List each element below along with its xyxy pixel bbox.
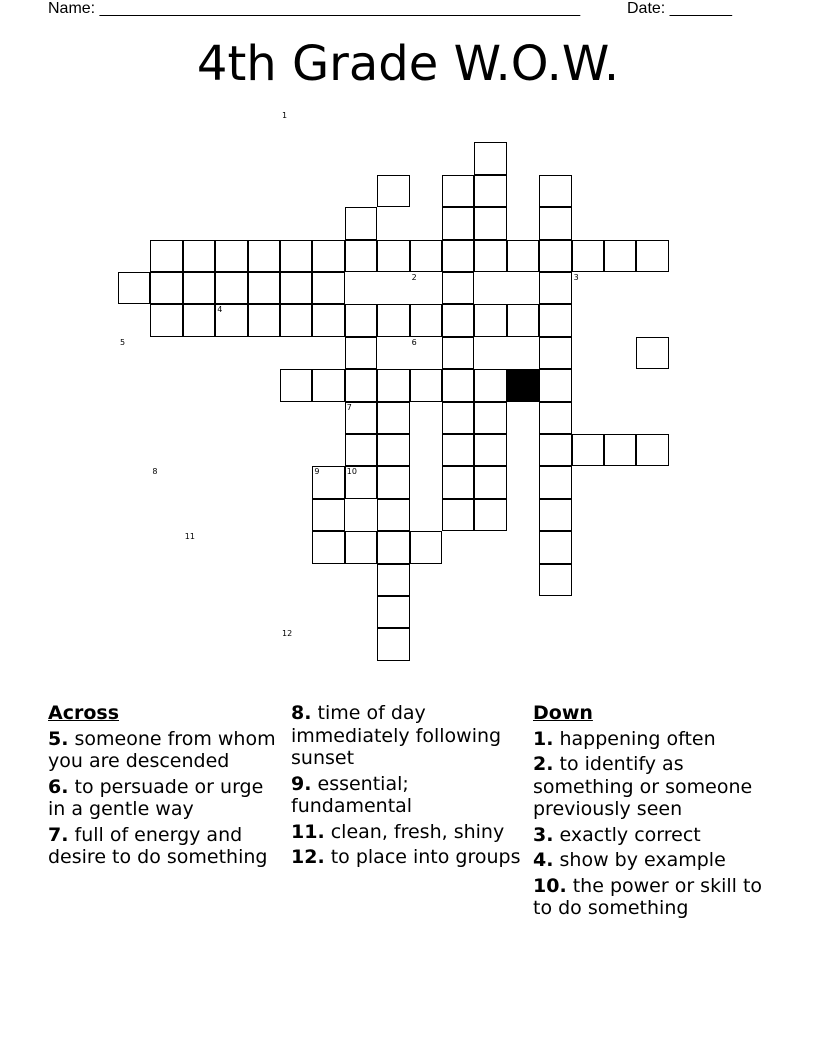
across-clue [48, 776, 278, 821]
grid-cell[interactable] [442, 466, 474, 498]
grid-cell[interactable] [539, 337, 571, 369]
clue-text: to identify as something or someone previously seen [533, 753, 753, 820]
clue-number-label: 8 [152, 467, 158, 477]
grid-cell[interactable] [410, 369, 442, 401]
grid-cell[interactable] [539, 434, 571, 466]
clue-text: show by example [559, 849, 726, 871]
grid-cell[interactable] [150, 304, 182, 336]
clue-number-label: 9 [314, 467, 320, 477]
grid-cell[interactable] [377, 466, 409, 498]
black-cell [507, 369, 539, 401]
clue-number: 6. [48, 775, 69, 798]
grid-cell[interactable] [183, 272, 215, 304]
grid-cell[interactable] [636, 240, 668, 272]
grid-cell[interactable] [312, 531, 344, 563]
grid-cell[interactable] [312, 304, 344, 336]
grid-cell[interactable] [377, 175, 409, 207]
grid-cell[interactable] [604, 434, 636, 466]
grid-cell[interactable] [345, 304, 377, 336]
grid-cell[interactable] [539, 499, 571, 531]
grid-cell[interactable] [377, 596, 409, 628]
clue-text: full of energy and desire to do something [48, 823, 268, 868]
grid-cell[interactable] [474, 402, 506, 434]
date-label: Date: [627, 0, 666, 17]
clue-text: essential; fundamental [291, 772, 413, 817]
grid-cell[interactable] [345, 531, 377, 563]
grid-cell[interactable] [377, 434, 409, 466]
grid-cell[interactable] [248, 272, 280, 304]
grid-cell[interactable] [474, 499, 506, 531]
grid-cell[interactable] [345, 369, 377, 401]
grid-cell[interactable] [248, 240, 280, 272]
grid-cell[interactable] [442, 337, 474, 369]
grid-cell[interactable] [377, 369, 409, 401]
across-clue [48, 728, 278, 773]
grid-cell[interactable] [442, 272, 474, 304]
grid-cell[interactable] [474, 142, 506, 174]
grid-cell[interactable] [377, 628, 409, 660]
down-clue [533, 875, 778, 920]
grid-cell[interactable] [345, 434, 377, 466]
clue-number: 11. [291, 820, 325, 843]
grid-cell[interactable] [636, 337, 668, 369]
grid-cell[interactable] [539, 564, 571, 596]
grid-cell[interactable] [345, 337, 377, 369]
grid-cell[interactable] [442, 240, 474, 272]
across-clue [291, 821, 527, 844]
grid-cell[interactable] [539, 272, 571, 304]
clue-number: 4. [533, 849, 554, 871]
grid-cell[interactable] [410, 240, 442, 272]
across-clues-column-1 [48, 702, 278, 872]
across-clues-column-2 [291, 702, 527, 872]
page-title: 4th Grade W.O.W. [196, 36, 620, 92]
grid-cell[interactable] [280, 304, 312, 336]
grid-cell[interactable] [345, 207, 377, 239]
down-clue [533, 753, 778, 821]
grid-cell[interactable] [539, 207, 571, 239]
grid-cell[interactable] [474, 207, 506, 239]
grid-cell[interactable] [345, 240, 377, 272]
down-heading: Down [533, 702, 593, 724]
clue-number-label: 6 [411, 337, 417, 347]
grid-cell[interactable] [474, 466, 506, 498]
grid-cell[interactable] [377, 402, 409, 434]
grid-cell[interactable] [572, 434, 604, 466]
grid-cell[interactable] [442, 369, 474, 401]
grid-cell[interactable] [150, 272, 182, 304]
clue-number-label: 12 [282, 629, 293, 639]
clue-text: to persuade or urge in a gentle way [48, 775, 264, 820]
grid-cell[interactable] [442, 434, 474, 466]
clue-number-label: 5 [120, 337, 126, 347]
grid-cell[interactable] [215, 240, 247, 272]
grid-cell[interactable] [248, 304, 280, 336]
clue-text: someone from whom you are descended [48, 727, 276, 772]
clue-number-label: 10 [346, 467, 357, 477]
grid-cell[interactable] [539, 402, 571, 434]
clue-number: 5. [48, 727, 69, 750]
grid-cell[interactable] [183, 304, 215, 336]
grid-cell[interactable] [474, 434, 506, 466]
clue-number-label: 3 [573, 273, 579, 282]
grid-cell[interactable] [377, 304, 409, 336]
grid-cell[interactable] [377, 240, 409, 272]
grid-cell[interactable] [377, 531, 409, 563]
clue-text: exactly correct [559, 823, 701, 846]
across-clue [291, 702, 527, 770]
grid-cell[interactable] [183, 240, 215, 272]
date-blank[interactable]: _______ [669, 0, 732, 17]
grid-cell[interactable] [474, 240, 506, 272]
grid-cell[interactable] [636, 434, 668, 466]
across-clue [291, 773, 527, 818]
grid-cell[interactable] [215, 272, 247, 304]
clue-number: 10. [533, 874, 567, 897]
grid-cell[interactable] [280, 272, 312, 304]
clue-number: 3. [533, 823, 554, 846]
grid-cell[interactable] [539, 304, 571, 336]
grid-cell[interactable] [442, 175, 474, 207]
grid-cell[interactable] [442, 499, 474, 531]
grid-cell[interactable] [507, 304, 539, 336]
clue-number-label: 2 [411, 273, 417, 282]
clue-number: 7. [48, 823, 69, 846]
grid-cell[interactable] [572, 240, 604, 272]
grid-cell[interactable] [150, 240, 182, 272]
clue-number: 12. [291, 846, 325, 868]
across-heading: Across [48, 702, 120, 724]
clue-number-label: 11 [184, 532, 195, 542]
grid-cell[interactable] [312, 499, 344, 531]
grid-cell[interactable] [312, 369, 344, 401]
grid-cell[interactable] [539, 369, 571, 401]
clue-number: 1. [533, 727, 554, 750]
clue-number: 9. [291, 772, 312, 795]
down-clue [533, 824, 778, 847]
clue-text: clean, fresh, shiny [330, 820, 505, 843]
clue-text: to place into groups [330, 846, 521, 868]
grid-cell[interactable] [539, 175, 571, 207]
grid-cell[interactable] [474, 369, 506, 401]
across-clue [48, 824, 278, 869]
clue-text: time of day immediately following sunset [291, 702, 502, 769]
grid-cell[interactable] [474, 304, 506, 336]
grid-cell[interactable] [280, 369, 312, 401]
grid-cell[interactable] [442, 207, 474, 239]
clue-text: happening often [559, 727, 716, 750]
clue-number-label: 1 [282, 111, 288, 120]
grid-cell[interactable] [312, 272, 344, 304]
grid-cell[interactable] [604, 240, 636, 272]
name-blank[interactable]: ______________________________________________________ [99, 0, 581, 17]
name-label: Name: [48, 0, 96, 17]
grid-cell[interactable] [410, 304, 442, 336]
grid-cell[interactable] [474, 175, 506, 207]
grid-cell[interactable] [539, 531, 571, 563]
grid-cell[interactable] [442, 304, 474, 336]
clue-number: 2. [533, 753, 554, 775]
grid-cell[interactable] [539, 466, 571, 498]
clue-number-label: 7 [346, 402, 352, 412]
clue-number-label: 4 [217, 305, 223, 315]
down-clue [533, 849, 778, 872]
across-clue [291, 846, 527, 869]
grid-cell[interactable] [377, 564, 409, 596]
grid-cell[interactable] [377, 499, 409, 531]
down-clue [533, 728, 778, 751]
down-clues-column [533, 702, 778, 923]
grid-cell[interactable] [280, 240, 312, 272]
grid-cell[interactable] [507, 240, 539, 272]
clue-number: 8. [291, 702, 312, 724]
grid-cell[interactable] [410, 531, 442, 563]
clue-text: the power or skill to to do something [533, 874, 763, 919]
grid-cell[interactable] [118, 272, 150, 304]
grid-cell[interactable] [312, 240, 344, 272]
grid-cell[interactable] [539, 240, 571, 272]
grid-cell[interactable] [442, 402, 474, 434]
